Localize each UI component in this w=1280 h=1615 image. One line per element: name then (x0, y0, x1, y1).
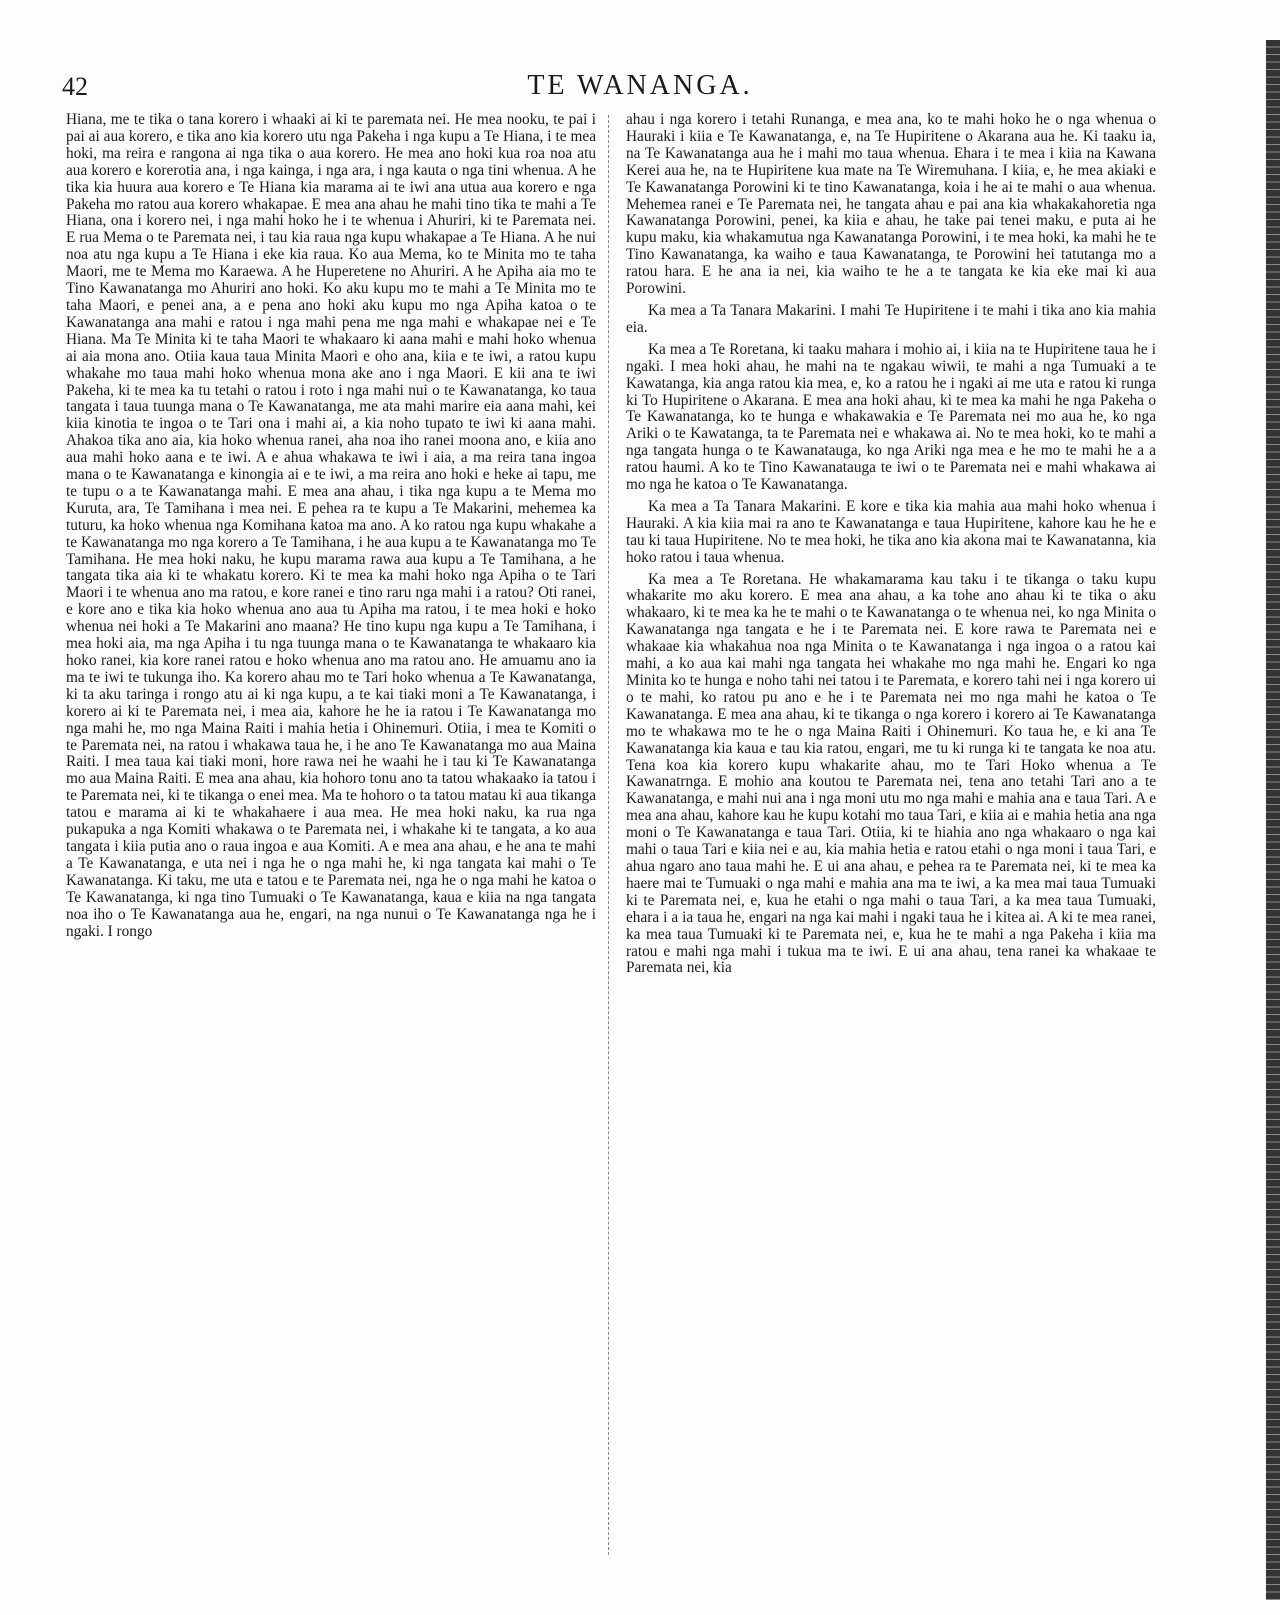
right-paragraph-5: Ka mea a Te Roretana. He whakamarama kau taku i te tikanga o taku kupu whakarite mo aku korero. E mea ana ahau, a ka tohe ano ahau ki te tika o aku whakaaro, ki te mea ka he te mahi o te Kawanatanga o te whenua nei, ko nga Minita o Kawanatanga nga tangata e he i te Paremata nei. E kore rawa te Paremata nei e whakaae kia whakahua noa nga Minita o te Kawanatanga i nga ingoa o a ratou kai mahi, a ko aua kai mahi nga tangata hei whakahe mo nga mahi he. Engari ko nga Minita ko te hunga e noho tahi nei tatou i te Paremata, e korero tahi nei i nga korero ui o te mahi, ko ratou pu ano e he i te Paremata nei mo nga mahi he katoa o Te Kawanatanga. E mea ana ahau, ki te tikanga o nga korero i korero ai Te Kawanatanga mo te whakawa mo te he o nga Maina Raiti i Ohinemuri. Ko taua he, e ki ana Te Kawanatanga kia kaua e tau kia ratou, engari, me tu ki runga ki te tangata ke noa atu. Tena koa kia korero kupu whakarite ahau, mo te Tari Hoko whenua a Te Kawanatrnga. E mohio ana koutou te Paremata nei, tena ano tetahi Tari ano a te Kawanatanga, e mahi nui ana i nga moni utu mo nga mahi e mahia ana e taua Tari. A e mea ana ahau, kahore kau he kupu kotahi mo taua Tari, e kiia ai e mahia hetia ana nga moni o Te Kawanatanga e taua Tari. Otiia, ki te hiahia ano nga whakaaro o nga kai mahi o taua Tari e kiia nei e au, kia mahia hetia e ratou etahi o nga moni i taua Tari, e ahua ngaro ano taua mahi he. E ui ana ahau, e pehea ra te Paremata nei, ki te mea ka haere mai te Tumuaki o nga mahi e mahia ana ma te iwi, a ka mea mai taua Tumuaki ki te Paremata nei, e, kua he etahi o nga mahi o taua Tari, a ka mea taua Tumuaki, ehara i a ia taua he, engari na nga kai mahi i ngaki taua he i kitea ai. A ki te mea ranei, ka mea taua Tumuaki ki te Paremata nei, e, kua he te mahi a nga Pakeha i kiia ma ratou e mahi nga mahi i tukua ma te iwi. E ui ana ahau, tena ranei ka whakaae te Paremata nei, kia (626, 570, 1156, 977)
page-number: 42 (62, 72, 88, 101)
binding-edge (1266, 40, 1280, 1600)
right-paragraph-1: ahau i nga korero i tetahi Runanga, e mea ana, ko te mahi hoko he o nga whenua o Hauraki i kiia e Te Kawanatanga, e, na Te Hupiritene o Akarana aua he. Ki taaku ia, na Te Kawanatanga aua he i mahi mo taua whenua. Ehara i te mea i kiia na Kawana Kerei aua he, na te Hupiritene kua mate na Te Wiremuhana. I kiia, e, he mea akiaki e Te Kawanatanga Porowini ki te tino Kawanatanga, koia i he ai te mahi o aua whenua. Mehemea ranei e Te Paremata nei, he tangata ahau e pai ana kia whakakahoretia nga Kawanatanga Porowini, penei, ka kiia e ahau, he take pai tenei maku, e puta ai he kupu maku, kia whakamutua nga Kawanatanga Porowini, i te mea hoki, ka mahi he te Tino Kawanatanga, ka waiho e taua Kawanatanga, te Porowini hei tatutanga mo a ratou hara. E he ana ia nei, kia waiho te he a te tangata ke kia eke mai ki aua Porowini. (626, 111, 1156, 298)
right-paragraph-4: Ka mea a Ta Tanara Makarini. E kore e tika kia mahia aua mahi hoko whenua i Hauraki. A kia kiia mai ra ano te Kawanatanga e taua Hupiritene, kahore kau he he e tau ki taua Hupiritene. No te mea hoki, he tika ano kia akona mai te Kawanatanna, kia hoko ratou i taua whenua. (626, 497, 1156, 566)
right-paragraph-2: Ka mea a Ta Tanara Makarini. I mahi Te Hupiritene i te mahi i tika ano kia mahia eia. (626, 301, 1156, 336)
left-paragraph-1: Hiana, me te tika o tana korero i whaaki ai ki te paremata nei. He mea nooku, te pai i pai ai aua korero, e tika ano kia korero utu nga Pakeha i nga kupu a Te Hiana, i te mea hoki, ma reira e rangona ai nga tika o aua korero. He mea ano hoki kua roa noa atu aua korero e korerotia ana, i nga kainga, i nga ara, i nga kauta o nga tini whenua. A he tika kia huura aua korero e Te Hiana kia marama ai te iwi ana utua aua korero e nga Pakeha mo ratou aua korero whakapae. E mea ana ahau he mahi tino tika te mahi a Te Hiana, ona i korero nei, i nga mahi hoko he i te whenua i Ahuriri, ki te Paremata nei. E rua Mema o te Paremata nei, i tau kia raua nga kupu whakapae a Te Hiana. A he nui noa atu nga kupu a Te Hiana i eke kia raua. Ko aua Mema, ko te Minita mo te taha Maori, me te Mema mo Karaewa. A he Huperetene no Ahuriri. A he Apiha aia mo te Tino Kawanatanga mo Ahuriri ano hoki. Ko aku kupu mo te mahi a Te Minita mo te taha Maori, e penei ana, a e pena ano hoki aku kupu mo nga Apiha katoa o te Kawanatanga ana mahi e ratou i nga mahi pena me nga mahi e whakapae nei e Te Hiana. Ma Te Minita ki te taha Maori te whakaaro ki aana mahi e mahi hoko whenua ai aia mona ano. Otiia kaua taua Minita Maori e oho ana, kiia e te iwi, a ratou kupu whakahe mo taua mahi hoko whenua mona ake ano i nga Maori. E kii ana te iwi Pakeha, ki te mea ka tu tetahi o ratou i roto i nga mahi nui o te Kawanatanga, ko taua tangata i taua tuunga mana o Te Kawanatanga, me ata mahi marire eia aana mahi, kei kiia kinotia te ingoa o te Tari ona i mahi ai, a kia noho tupato te iwi ki aana mahi. Ahakoa tika ano aia, kia hoko whenua ranei, aha noa iho ranei moona ano, e kiia ano aua mahi hoko aana e te iwi. A e ahua whakawa te iwi i aia, a ma reira tana ingoa mana o te Kawanatanga e kinongia ai e te iwi, a ma reira ano hoki e heke ai tapu, me te tupu o a te Kawanatanga mahi. E mea ana ahau, i tika nga kupu a te Mema mo Kuruta, ara, Te Tamihana i mea nei. E pehea ra te kupu a Te Makarini, mehemea ka tuturu, ka hoko whenua nga Komihana katoa ma ano. A ko ratou nga kupu whakahe a te Kawanatanga mo nga korero a Te Tamihana, i he aua kupu a te Kawanatanga mo Te Tamihana. He mea hoki naku, he kupu marama rawa aua kupu a Te Tamihana, a he tangata tika aia ki te whakatu korero. Ki te mea ka mahi hoko nga Apiha o te Tari Maori i te whenua ano ma ratou, e kore ranei e tino raru nga mahi i a ratou? Oti ranei, e kore ano e tika kia hoko whenua ano aua tu Apiha ma ratou, i te mea hoki e hoko whenua nei hoki a Te Makarini ano maana? He tino kupu nga kupu a Te Tamihana, i mea hoki aia, ma nga Apiha i tu nga tuunga mana o te Kawanatanga te whakaaro kia hoko ranei, kia kore ranei ratou e hoko whenua ano ma ratou ano. He amuamu ano ia ma te iwi te tukunga iho. Ka korero ahau mo te Tari hoko whenua a Te Kawanatanga, ki ta aku taringa i rongo atu ai ki nga kupu, a te kai tiaki moni a Te Kawanatanga, i korero ai ki te Paremata nei, i mea aia, kahore he he ia ratou i Te Kawanatanga mo nga mahi he, mo nga Maina Raiti i mahia hetia i Ohinemuri. Otiia, i mea te Komiti o te Paremata nei, na ratou i whakawa taua he, i he ano Te Kawanatanga mo aua Maina Raiti. I mea taua kai tiaki moni, hore rawa nei he waahi he i tau ki Te Kawanatanga mo aua Maina Raiti. E mea ana ahau, kia hohoro tonu ano ta tatou whakaako ia tatou i te Paremata nei, ki te tikanga o enei mea. Ma te hohoro o ta tatou matau ki aua tikanga tatou e marama ai ki te whakahaere i aua mea. He mea hoki naku, ka rua nga pukapuka a nga Komiti whakawa o te Paremata nei, i whakahe ki te tangata, a ko aua tangata i kiia putia ano o raua ingoa e aua Komiti. A e mea ana ahau, e he ana te mahi a Te Kawanatanga, e uta nei i nga he o nga mahi he, ki nga tangata kai mahi o Te Kawanatanga. Ki taku, me uta e tatou e te Paremata nei, nga he o nga mahi he katoa o Te Kawanatanga, ki nga tino Tumuaki o Te Kawanatanga, kaua e kiia na nga tangata noa iho o Te Kawanatanga aua he, engari, na nga nunui o Te Kawanatanga nga he i ngaki. I rongo (66, 111, 596, 940)
left-column (66, 112, 596, 943)
column-divider (608, 115, 609, 1555)
right-paragraph-3: Ka mea a Te Roretana, ki taaku mahara i mohio ai, i kiia na te Hupiritene taua he i ngaki. I mea hoki ahau, he mahi na te ngakau wiwii, te mahi a nga Tumuaki a te Kawatanga, kia anga ratou kia mea, e, ko a ratou he i ngaki ai me uta e ratou ki runga ki To Hupiritene o Akarana. E mea ana hoki ahau, ki te mea ka mahi he nga Pakeha o Te Kawanatanga, ko te hunga e whakawakia e Te Paremata nei mo aua he, ko nga Ariki o te Kawatanga, ta te Paremata nei e whakawa ai. No te mea hoki, ko te mahi a nga tangata hunga o te Kawanatauga, ko nga Ariki nga mea e he mo te mahi he a a ratou haumi. A ko te Tino Kawanatauga te iwi o te Paremata nei e mahi whakawa ai mo nga he katoa o Te Kawanatanga. (626, 340, 1156, 494)
page-title: TE WANANGA. (527, 70, 753, 101)
right-column (626, 112, 1156, 980)
